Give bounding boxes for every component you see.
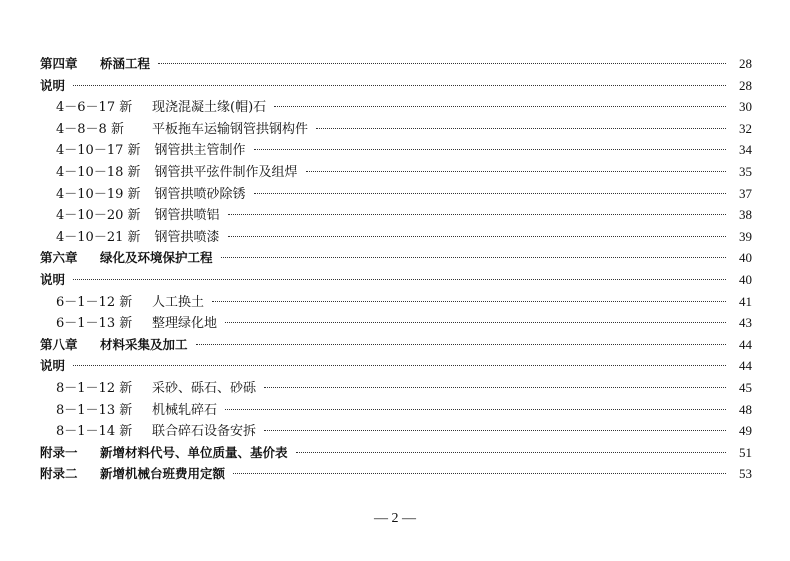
toc-entry-page: 44	[739, 358, 752, 374]
toc-entry-page: 40	[739, 250, 752, 266]
toc-entry[interactable]	[40, 204, 752, 226]
toc-entry-code: 4－8－8 新	[56, 121, 124, 137]
toc-entry-code: 4－10－17 新	[56, 143, 141, 159]
toc-entry-title: 人工换土	[152, 294, 205, 310]
toc-entry-code: 6－1－12 新	[56, 294, 133, 310]
page-number: — 2 —	[374, 511, 416, 526]
toc-entry-page: 39	[739, 228, 752, 244]
toc-entry-title: 联合碎石设备安拆	[152, 424, 257, 440]
toc-entry-page: 30	[739, 99, 752, 115]
toc-entry-code: 第四章	[40, 56, 78, 71]
dot-leader	[73, 85, 726, 86]
toc-entry[interactable]	[40, 269, 752, 291]
toc-entry[interactable]	[40, 312, 752, 334]
toc-entry[interactable]	[40, 247, 752, 269]
toc-entry-title: 钢管拱喷砂除锈	[154, 186, 246, 202]
toc-entry-code: 4－6－17 新	[56, 100, 133, 116]
toc-entry-page: 43	[739, 315, 752, 331]
toc-entry[interactable]	[40, 442, 752, 464]
dot-leader	[212, 301, 726, 302]
toc-entry-page: 28	[739, 56, 752, 71]
toc-entry-page: 41	[739, 293, 752, 309]
toc-entry[interactable]	[40, 96, 752, 118]
dot-leader	[316, 128, 726, 129]
toc-entry-code: 8－1－14 新	[56, 424, 133, 440]
dot-leader	[196, 344, 726, 345]
toc-entry-code: 说明	[40, 358, 66, 374]
toc-entry[interactable]	[40, 226, 752, 248]
toc-entry[interactable]	[40, 399, 752, 421]
dot-leader	[264, 430, 726, 431]
dot-leader	[73, 279, 726, 280]
dot-leader	[264, 387, 726, 388]
toc-entry-page: 51	[739, 444, 752, 460]
toc-entry[interactable]	[40, 75, 752, 97]
toc-entry-code: 第八章	[40, 336, 78, 352]
dot-leader	[274, 106, 726, 107]
dot-leader	[233, 473, 726, 474]
toc-entry-title: 新增材料代号、单位质量、基价表	[100, 444, 288, 460]
toc-entry-title: 钢管拱喷铝	[154, 208, 220, 224]
toc-entry[interactable]	[40, 291, 752, 313]
toc-entry-title: 现浇混凝土缘(帽)石	[152, 100, 267, 116]
toc-entry-page: 53	[739, 466, 752, 482]
toc-entry-code: 附录一	[40, 444, 78, 460]
toc-entry-page: 44	[739, 336, 752, 352]
toc-entry-page: 48	[739, 401, 752, 417]
toc-entry-page: 37	[739, 185, 752, 201]
toc-entry-title: 新增机械台班费用定额	[100, 466, 226, 482]
dot-leader	[306, 171, 726, 172]
dot-leader	[228, 214, 726, 215]
toc-entry-code: 6－1－13 新	[56, 316, 133, 332]
dot-leader	[73, 365, 726, 366]
toc-entry[interactable]	[40, 420, 752, 442]
toc-entry-page: 38	[739, 207, 752, 223]
toc-entry-title: 整理绿化地	[152, 316, 218, 332]
table-of-contents	[40, 53, 752, 485]
toc-entry-title: 绿化及环境保护工程	[100, 250, 213, 266]
dot-leader	[228, 236, 726, 237]
toc-entry-page: 45	[739, 379, 752, 395]
dot-leader	[221, 257, 726, 258]
toc-entry-title: 钢管拱主管制作	[154, 143, 246, 159]
toc-entry-title: 钢管拱喷漆	[154, 229, 220, 245]
toc-entry-page: 34	[739, 142, 752, 158]
toc-entry-title: 采砂、砾石、砂砾	[152, 380, 257, 396]
dot-leader	[225, 322, 726, 323]
toc-entry-code: 8－1－13 新	[56, 402, 133, 418]
toc-entry[interactable]	[40, 183, 752, 205]
toc-entry-page: 49	[739, 423, 752, 439]
toc-entry-code: 4－10－19 新	[56, 186, 141, 202]
toc-entry-title: 钢管拱平弦件制作及组焊	[154, 164, 298, 180]
dot-leader	[254, 149, 726, 150]
toc-entry[interactable]	[40, 161, 752, 183]
toc-entry-page: 32	[739, 120, 752, 136]
toc-entry-code: 第六章	[40, 250, 78, 266]
toc-entry[interactable]	[40, 53, 752, 75]
toc-entry-title: 材料采集及加工	[100, 336, 188, 352]
dot-leader	[225, 409, 726, 410]
toc-entry[interactable]	[40, 334, 752, 356]
toc-entry-code: 附录二	[40, 466, 78, 482]
dot-leader	[296, 452, 726, 453]
toc-entry-page: 35	[739, 163, 752, 179]
toc-entry[interactable]	[40, 139, 752, 161]
dot-leader	[158, 63, 726, 64]
toc-entry-title: 机械轧碎石	[152, 402, 218, 418]
toc-entry-title: 平板拖车运输钢管拱钢构件	[152, 121, 309, 137]
toc-entry[interactable]	[40, 118, 752, 140]
toc-entry[interactable]	[40, 355, 752, 377]
toc-entry-page: 28	[739, 77, 752, 93]
toc-entry-code: 4－10－20 新	[56, 208, 141, 224]
dot-leader	[254, 193, 726, 194]
toc-entry[interactable]	[40, 377, 752, 399]
toc-entry-code: 说明	[40, 271, 66, 287]
toc-entry-code: 4－10－21 新	[56, 229, 141, 245]
toc-entry-code: 4－10－18 新	[56, 164, 141, 180]
toc-entry-page: 40	[739, 271, 752, 287]
toc-entry-code: 说明	[40, 77, 66, 93]
toc-entry-code: 8－1－12 新	[56, 380, 133, 396]
toc-entry[interactable]	[40, 463, 752, 485]
toc-entry-title: 桥涵工程	[100, 56, 151, 71]
